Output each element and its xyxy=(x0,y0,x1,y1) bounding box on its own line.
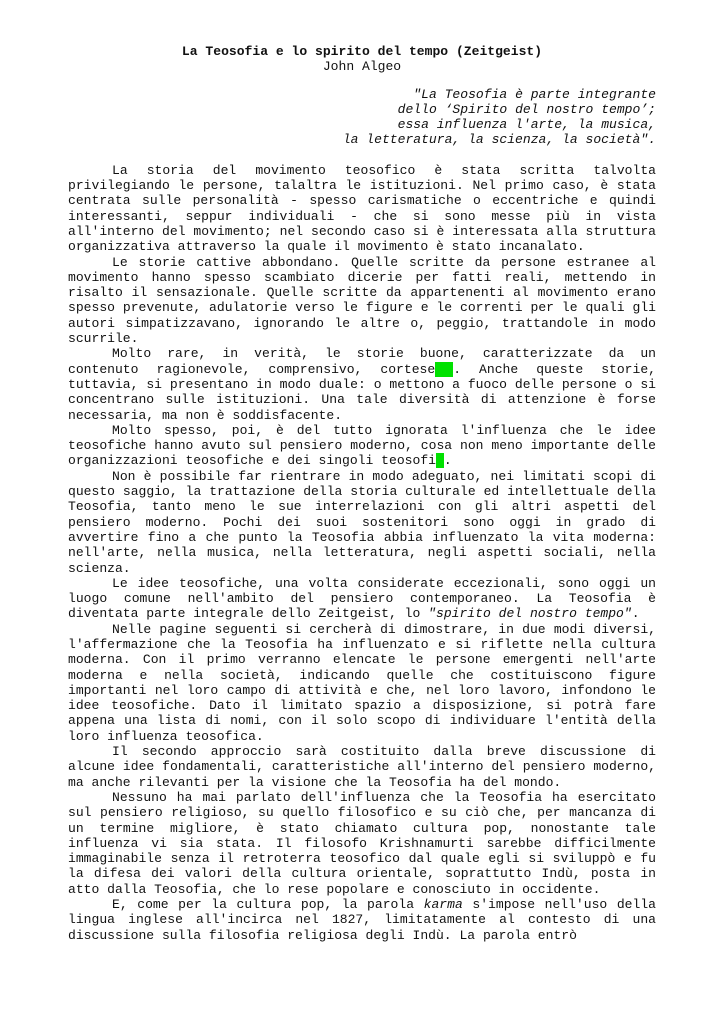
paragraph xyxy=(68,346,656,422)
document-title: La Teosofia e lo spirito del tempo (Zeitgeist) xyxy=(181,44,543,59)
text-run: . xyxy=(443,453,452,469)
paragraph: Il secondo approccio sarà costituito dalla breve discussione di alcune idee fondamentali, caratteristiche all'interno del pensiero moderno, ma anche rilevanti per la visione che la Teosofia ha del mondo. xyxy=(68,744,656,790)
highlight-mark xyxy=(435,362,453,377)
epigraph-line: dello ‘Spirito del nostro tempo’; xyxy=(397,101,656,117)
paragraph xyxy=(68,576,656,622)
paragraph: Nessuno ha mai parlato dell'influenza che la Teosofia ha esercitato sul pensiero religioso, su quello filosofico e su ciò che, per mancanza di un termine migliore, è stato chiamato cultura pop, nonostante tale influenza vi sia stata. Il filosofo Krishnamurti sarebbe difficilmente immaginabile senza il retroterra teosofico dal quale egli si sviluppò e fu la difesa dei valori della cultura orientale, soprattutto Indù, posta in atto dalla Teosofia, che lo rese popolare e conosciuto in occidente. xyxy=(68,789,656,897)
paragraph xyxy=(68,423,656,469)
paragraph: Nelle pagine seguenti si cercherà di dimostrare, in due modi diversi, l'affermazione che la Teosofia ha influenzato e si riflette nella cultura moderna. Con il primo verranno elencate le persone emergenti nell'arte moderna e nella società, indicando quelle che costituiscono figure importanti nel loro campo di attività e che, nel loro lavoro, infondono le idee teosofiche. Dato il limitato spazio a disposizione, si potrà fare appena una lista di nomi, con il solo scopo di individuare l'entità della loro influenza teosofica. xyxy=(68,621,656,744)
text-run: Le idee teosofiche, una volta considerate eccezionali, sono oggi un luogo comune nell'ambito del pensiero contemporaneo. La Teosofia è diventata parte integrale dello Zeitgeist, lo xyxy=(68,575,656,622)
italic-text: karma xyxy=(423,897,463,913)
epigraph-line: la letteratura, la scienza, la società". xyxy=(342,132,656,148)
document-author: John Algeo xyxy=(322,59,402,75)
italic-text: "spirito del nostro tempo" xyxy=(428,606,632,622)
text-run: E, come per la cultura pop, la parola xyxy=(112,897,424,913)
paragraph: La storia del movimento teosofico è stata scritta talvolta privilegiando le persone, talaltra le istituzioni. Nel primo caso, è stata centrata sulle personalità - spesso carismatiche o eccentriche e quindi interessanti, seppur individuali - che si sono messe più in vista all'interno del movimento; nel secondo caso si è interessata alla struttura organizzativa attraverso la quale il movimento è stato incanalato. xyxy=(68,162,656,255)
epigraph xyxy=(68,87,656,148)
paragraph: Non è possibile far rientrare in modo adeguato, nei limitati scopi di questo saggio, la trattazione della storia culturale ed intellettuale della Teosofia, tanto meno le sue interrelazioni con gli altri aspetti del pensiero moderno. Pochi dei suoi sostenitori sono oggi in grado di avvertire fino a che punto la Teosofia abbia influenzato la vita moderna: nell'arte, nella musica, nella letteratura, negli aspetti sociali, nella scienza. xyxy=(68,468,656,576)
text-run: . xyxy=(631,606,640,622)
epigraph-line: "La Teosofia è parte integrante xyxy=(413,86,656,102)
text-run: . Anche queste storie, tuttavia, si presentano in modo duale: o mettono a fuoco delle persone o si concentrano sulle istituzioni. Una tale diversità di attenzione è forse necessaria, ma non è soddisfacente. xyxy=(68,361,656,423)
epigraph-line: essa influenza l'arte, la musica, xyxy=(397,117,656,133)
text-run: Molto rare, in verità, le storie buone, caratterizzate da un contenuto ragionevole, comprensivo, cortese xyxy=(68,346,656,377)
text-run: Molto spesso, poi, è del tutto ignorata l'influenza che le idee teosofiche hanno avuto sul pensiero moderno, cosa non meno importante delle organizzazioni teosofiche e dei singoli teosofi xyxy=(68,422,656,469)
text-run: s'impose nell'uso della lingua inglese all'incirca nel 1827, limitatamente al contesto di una discussione sulla filosofia religiosa degli Indù. La parola entrò xyxy=(68,897,656,943)
paragraph xyxy=(68,897,656,943)
highlight-mark xyxy=(436,453,444,468)
paragraph: Le storie cattive abbondano. Quelle scritte da persone estranee al movimento hanno spesso scambiato dicerie per fatti reali, mettendo in risalto il sensazionale. Quelle scritte da appartenenti al movimento erano spesso prevenute, adulatorie verso le figure e le correnti per le quali gli autori simpatizzavano, ignorando le altre o, peggio, trattandole in modo scurrile. xyxy=(68,254,656,347)
